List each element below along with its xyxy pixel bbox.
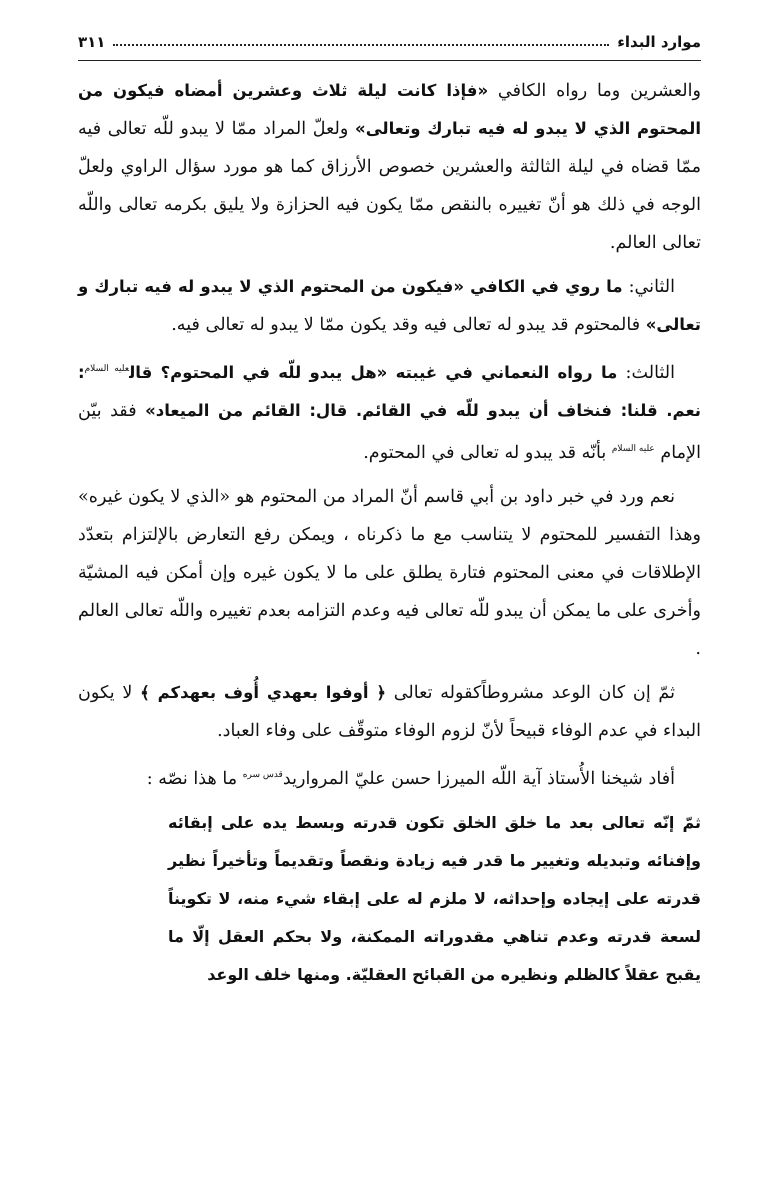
main-text [78,72,701,994]
page-number: ٣١١ [78,33,106,51]
paragraph-3 [78,350,701,472]
paragraph-1-text-a: والعشرين وما رواه الكافي [488,81,701,101]
paragraph-4: نعم ورد في خبر داود بن أبي قاسم أنّ المراد من المحتوم هو «الذي لا يكون غيره» وهذا التفسير للمحتوم لا يتناسب مع ما ذكرناه ، ويمكن رفع التعارض بالإلتزام بتعدّد الإطلاقات في معنى المحتوم فتارة يطلق على ما لا يكون غيره وإن أمكن فيه المشيّة وأخرى على ما يمكن أن يبدو للّه تعالى فيه وعدم التزامه بعدم تغييره واللّه تعالى العالم . [78,486,701,659]
paragraph-5-text-a: ثمّ إن كان الوعد مشروطاًكقوله تعالى [386,682,676,703]
block-quote: ثمّ إنّه تعالى بعد ما خلق الخلق تكون قدرته وبسط يده على إبقائه وإفنائه وتبديله وتغيير ما قدر فيه زيادة ونقصاً وتقديماً وتأخيراً نظير قدرته على إيجاده وإحداثه، لا ملزم له على إبقاء شيء منه، لا تكويناً لسعة قدرته وعدم تناهي مقدوراته الممكنة، ولا بحكم العقل إلّا ما يقبح عقلاً كالظلم ونظيره من القبائح العقليّة. ومنها خلف الوعد [168,812,701,984]
paragraph-3-text-b: بأنّه قد يبدو له تعالى في المحتوم. [363,442,612,463]
paragraph-2-text: فالمحتوم قد يبدو له تعالى فيه وقد يكون ممّا لا يبدو له تعالى فيه. [171,315,646,335]
paragraph-3-quote-a: ما رواه النعماني في غيبته «هل يبدو للّه في المحتوم؟ قال [129,362,618,382]
paragraph-1 [78,72,701,262]
paragraph-3-text-a: فقد بيّن الإمام [78,400,701,463]
paragraph-1-quote: «فإذا كانت ليلة ثلاث وعشرين أمضاه فيكون من المحتوم الذي لا يبدو له فيه تبارك وتعالى» [78,81,701,138]
honorific-2: عليه السلام [611,443,655,454]
paragraph-3-label: الثالث: [617,362,676,383]
paragraph-5 [78,674,701,750]
paragraph-1-text-b: ولعلّ المراد ممّا لا يبدو للّه تعالى فيه ممّا قضاه في ليلة الثالثة والعشرين خصوص الأرزاق كما هو مورد سؤال الراوي ولعلّ الوجه في ذلك هو أنّ تغييره بالنقص ممّا يكون فيه الحزازة ولا يليق بكرمه تعالى واللّه تعالى العالم. [78,119,701,253]
paragraph-2-quote: ما روي في الكافي «فيكون من المحتوم الذي لا يبدو له فيه تبارك و تعالى» [78,277,701,334]
paragraph-6-text-a: أفاد شيخنا الأُستاذ آية اللّه الميرزا حسن عليّ المرواريد [282,768,675,789]
honorific-3: قدس سره [242,769,283,780]
paragraph-2-label: الثاني: [622,277,675,297]
honorific-1: عليه السلام [84,364,130,374]
paragraph-6 [78,756,701,798]
paragraph-5-text-b: لا يكون البداء في عدم الوفاء قبيحاً لأنّ لزوم الوفاء متوقّف على وفاء العباد. [78,682,701,741]
paragraph-6-text-b: ما هذا نصّه : [146,768,243,789]
paragraph-3-quote-b: : نعم. قلنا: فنخاف أن يبدو للّه في القائم. قال: القائم من الميعاد» [78,362,701,420]
running-header [78,30,701,54]
leader-dots [113,44,609,46]
running-title: موارد البداء [617,33,701,51]
header-divider [78,60,701,61]
paragraph-2 [78,268,701,344]
quran-verse: ﴿ أوفوا بعهدي أُوف بعهدكم ﴾ [140,682,387,702]
